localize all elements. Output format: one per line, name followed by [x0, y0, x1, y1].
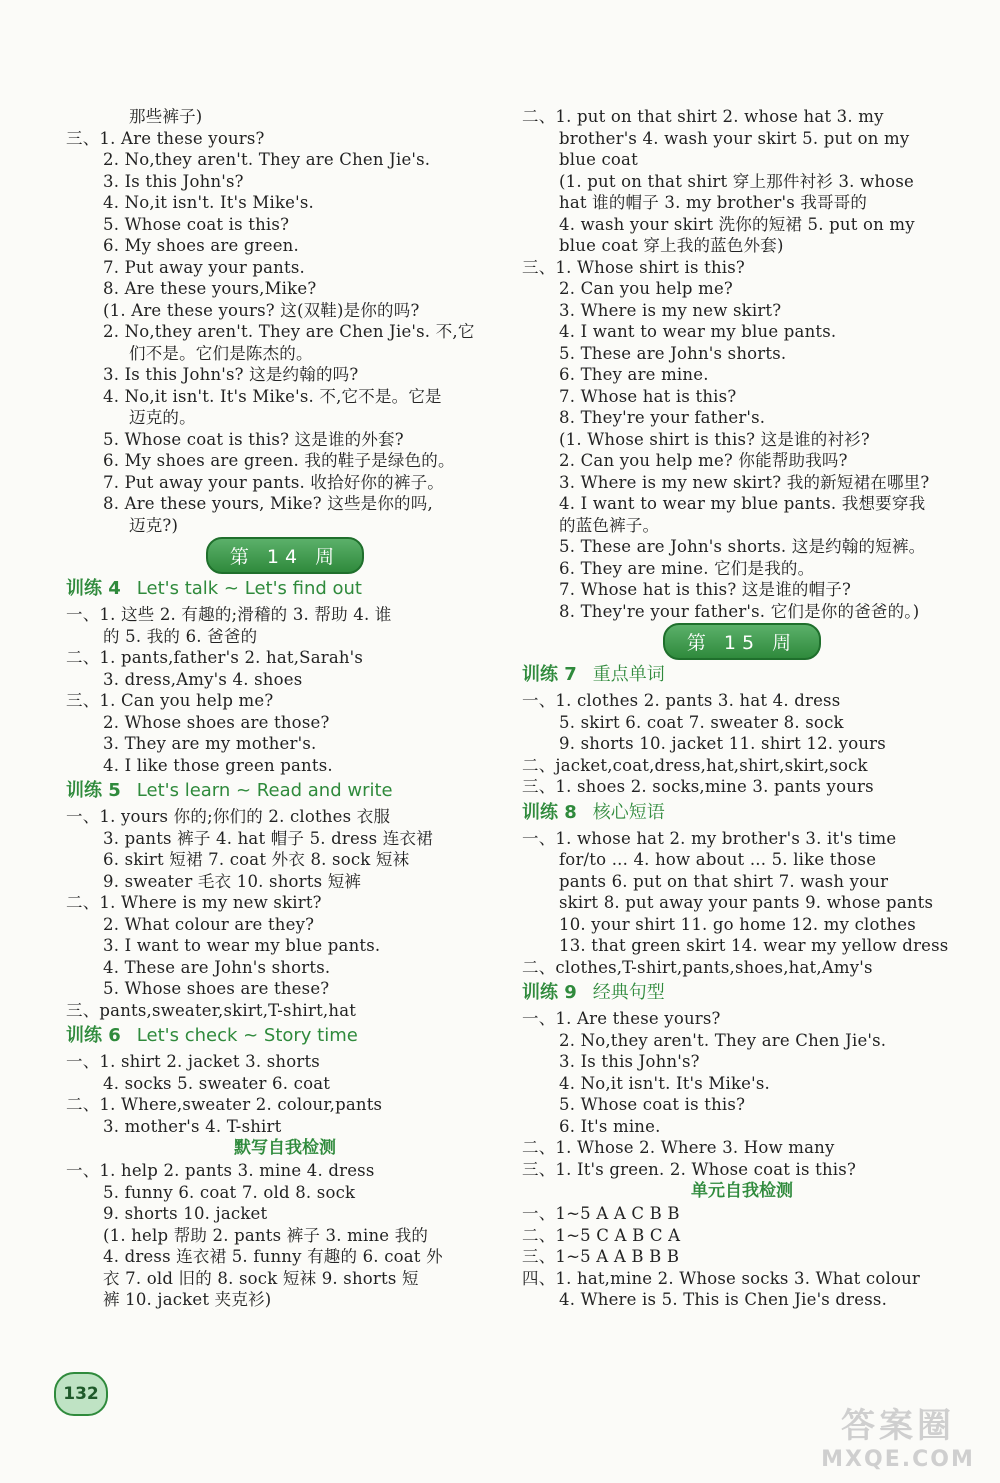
answer-line: 裤 10. jacket 夹克衫) — [103, 1290, 272, 1309]
page-number-badge — [54, 1372, 108, 1416]
section-title: Let's learn ~ Read and write — [136, 780, 393, 801]
answer-line: 2. Whose shoes are those? — [103, 712, 330, 732]
answer-line: 3. Is this John's? — [559, 1052, 700, 1071]
answer-line: 的蓝色裤子。 — [559, 515, 660, 535]
answer-line: 5. Whose coat is this? 这是谁的外套? — [103, 429, 404, 449]
section-title: Let's talk ~ Let's find out — [136, 578, 362, 599]
subsection-heading: 单元自我检测 — [691, 1181, 793, 1201]
answer-line: 13. that green skirt 14. wear my yellow dress — [559, 936, 949, 955]
answer-line: 二、clothes,T-shirt,pants,shoes,hat,Amy's — [522, 957, 873, 977]
answer-line: 们不是。它们是陈杰的。 — [129, 343, 313, 363]
answer-line: 10. your shirt 11. go home 12. my clothes — [559, 914, 916, 934]
answer-line: hat 谁的帽子 3. my brother's 我哥哥的 — [559, 193, 868, 212]
answer-line: 4. I want to wear my blue pants. 我想要穿我 — [559, 494, 926, 513]
answer-line: 3. I want to wear my blue pants. — [103, 936, 381, 955]
answer-line: brother's 4. wash your skirt 5. put on my — [559, 128, 910, 148]
section-heading — [522, 978, 962, 1008]
answer-line: 那些裤子) — [129, 107, 203, 126]
answer-line: 3. dress,Amy's 4. shoes — [103, 669, 303, 689]
answer-line: 二、1. Where is my new skirt? — [66, 893, 322, 912]
section-heading — [522, 660, 962, 690]
answer-line: 4. wash your skirt 洗你的短裙 5. put on my — [559, 214, 915, 234]
answer-line: 6. My shoes are green. — [103, 236, 299, 255]
answer-line: 4. I want to wear my blue pants. — [559, 322, 837, 341]
week-label: 第 15 周 — [663, 623, 821, 660]
answer-line: 3. pants 裤子 4. hat 帽子 5. dress 连衣裙 — [103, 828, 433, 848]
answer-line: 三、1~5 A A B B B — [522, 1247, 680, 1266]
answer-line: 4. dress 连衣裙 5. funny 有趣的 6. coat 外 — [103, 1247, 443, 1266]
answer-line: 3. Is this John's? — [103, 171, 244, 191]
answer-line: 一、1. help 2. pants 3. mine 4. dress — [66, 1161, 375, 1180]
answer-line: 4. These are John's shorts. — [103, 957, 331, 977]
answer-line: 5. Whose shoes are these? — [103, 979, 330, 998]
answer-line: 一、1. yours 你的;你们的 2. clothes 衣服 — [66, 807, 391, 826]
right-column — [522, 106, 962, 1311]
watermark-text-bottom: MXQE.COM — [821, 1447, 975, 1472]
answer-line: 2. Can you help me? 你能帮助我吗? — [559, 451, 848, 470]
answer-line: 3. Is this John's? 这是约翰的吗? — [103, 365, 359, 384]
left-column — [66, 106, 504, 1311]
answer-line: 二、1. put on that shirt 2. whose hat 3. my — [522, 107, 884, 126]
section-heading — [66, 776, 504, 806]
answer-line: 三、pants,sweater,skirt,T-shirt,hat — [66, 1000, 357, 1020]
answer-line: 四、1. hat,mine 2. Whose socks 3. What colour — [522, 1268, 921, 1288]
answer-line: 三、1. Whose shirt is this? — [522, 257, 745, 277]
answer-line: 6. They are mine. — [559, 365, 709, 384]
watermark-text-top: 答案圈 — [841, 1406, 955, 1446]
answer-line: 迈克?) — [129, 515, 179, 535]
answer-line: 三、1. shoes 2. socks,mine 3. pants yours — [522, 777, 874, 796]
answer-line: 8. They're your father's. — [559, 408, 766, 427]
section-title: Let's check ~ Story time — [136, 1025, 358, 1046]
answer-line: 一、1~5 A A C B B — [522, 1204, 680, 1223]
answer-line: 3. They are my mother's. — [103, 734, 317, 753]
answer-line: 9. sweater 毛衣 10. shorts 短裤 — [103, 871, 362, 891]
answer-line: 7. Put away your pants. 收拾好你的裤子。 — [103, 472, 444, 492]
answer-line: skirt 8. put away your pants 9. whose pants — [559, 893, 934, 912]
answer-line: 二、1. pants,father's 2. hat,Sarah's — [66, 648, 364, 667]
answer-line: 4. No,it isn't. It's Mike's. 不,它不是。它是 — [103, 386, 442, 406]
answer-line: 2. Can you help me? — [559, 279, 733, 298]
answer-line: 5. These are John's shorts. — [559, 343, 787, 363]
answer-line: 迈克的。 — [129, 408, 196, 427]
section-heading — [66, 1021, 504, 1051]
answer-line: 8. Are these yours,Mike? — [103, 279, 317, 298]
answer-line: 二、1. Where,sweater 2. colour,pants — [66, 1095, 383, 1114]
answer-line: 5. Whose coat is this? — [103, 214, 290, 234]
answer-line: 2. What colour are they? — [103, 914, 315, 934]
answer-line: 三、1. Are these yours? — [66, 128, 265, 148]
answer-line: 一、1. clothes 2. pants 3. hat 4. dress — [522, 691, 841, 710]
answer-line: 二、1. Whose 2. Where 3. How many — [522, 1138, 835, 1157]
week-banner — [522, 622, 962, 660]
answer-line: 8. Are these yours, Mike? 这些是你的吗, — [103, 494, 433, 513]
answer-line: 衣 7. old 旧的 8. sock 短袜 9. shorts 短 — [103, 1268, 419, 1288]
answer-line: 2. No,they aren't. They are Chen Jie's. — [559, 1030, 887, 1050]
answer-line: 2. No,they aren't. They are Chen Jie's. 不,它 — [103, 322, 475, 341]
answer-line: 5. Whose coat is this? — [559, 1095, 746, 1114]
answer-line: 4. socks 5. sweater 6. coat — [103, 1073, 331, 1093]
answer-line: 一、1. shirt 2. jacket 3. shorts — [66, 1052, 320, 1071]
answer-line: 4. Where is 5. This is Chen Jie's dress. — [559, 1290, 888, 1309]
answer-line: 一、1. Are these yours? — [522, 1009, 721, 1028]
answer-line: 的 5. 我的 6. 爸爸的 — [103, 626, 258, 646]
answer-line: 7. Put away your pants. — [103, 257, 305, 277]
section-number: 训练 9 — [522, 982, 577, 1003]
answer-line: 3. Where is my new skirt? — [559, 300, 782, 320]
answer-line: 3. Where is my new skirt? 我的新短裙在哪里? — [559, 472, 930, 492]
answer-line: 一、1. 这些 2. 有趣的;滑稽的 3. 帮助 4. 谁 — [66, 605, 392, 624]
answer-line: 6. skirt 短裙 7. coat 外衣 8. sock 短袜 — [103, 850, 410, 869]
answer-line: 7. Whose hat is this? 这是谁的帽子? — [559, 580, 852, 599]
answer-line: for/to ... 4. how about ... 5. like those — [559, 850, 877, 869]
answer-line: (1. put on that shirt 穿上那件衬衫 3. whose — [559, 171, 914, 191]
answer-line: 二、1~5 C A B C A — [522, 1225, 681, 1245]
answer-line: (1. help 帮助 2. pants 裤子 3. mine 我的 — [103, 1225, 429, 1245]
answer-line: 4. No,it isn't. It's Mike's. — [559, 1073, 770, 1093]
answer-line: 9. shorts 10. jacket 11. shirt 12. yours — [559, 734, 886, 753]
section-title: 重点单词 — [592, 664, 665, 685]
section-number: 训练 7 — [522, 664, 577, 685]
page-number: 132 — [63, 1384, 99, 1404]
answer-line: pants 6. put on that shirt 7. wash your — [559, 871, 889, 891]
answer-line: blue coat 穿上我的蓝色外套) — [559, 236, 784, 255]
answer-line: 6. My shoes are green. 我的鞋子是绿色的。 — [103, 451, 455, 470]
answer-line: 4. I like those green pants. — [103, 755, 333, 775]
answer-line: 5. These are John's shorts. 这是约翰的短裤。 — [559, 537, 926, 556]
answer-line: 5. funny 6. coat 7. old 8. sock — [103, 1182, 356, 1202]
answer-line: 三、1. Can you help me? — [66, 691, 274, 710]
section-number: 训练 6 — [66, 1025, 121, 1046]
section-number: 训练 4 — [66, 578, 121, 599]
answer-line: 9. shorts 10. jacket — [103, 1204, 268, 1223]
answer-line: blue coat — [559, 150, 638, 169]
section-heading — [522, 798, 962, 828]
answer-line: 3. mother's 4. T-shirt — [103, 1116, 282, 1136]
week-label: 第 14 周 — [206, 537, 364, 574]
answer-line: 5. skirt 6. coat 7. sweater 8. sock — [559, 712, 844, 732]
section-number: 训练 5 — [66, 780, 121, 801]
answer-line: (1. Are these yours? 这(双鞋)是你的吗? — [103, 300, 420, 320]
section-title: 经典句型 — [592, 982, 665, 1003]
answer-line: (1. Whose shirt is this? 这是谁的衬衫? — [559, 429, 870, 449]
section-title: 核心短语 — [592, 801, 665, 823]
answer-line: 三、1. It's green. 2. Whose coat is this? — [522, 1159, 856, 1179]
answer-line: 一、1. whose hat 2. my brother's 3. it's time — [522, 828, 897, 848]
answer-line: 8. They're your father's. 它们是你的爸爸的。) — [559, 601, 920, 621]
answer-line: 2. No,they aren't. They are Chen Jie's. — [103, 150, 431, 169]
answer-line: 二、jacket,coat,dress,hat,shirt,skirt,sock — [522, 755, 868, 775]
watermark-logo — [818, 1398, 978, 1474]
section-number: 训练 8 — [522, 801, 577, 823]
answer-line: 6. They are mine. 它们是我的。 — [559, 558, 815, 578]
answer-line: 6. It's mine. — [559, 1116, 661, 1136]
week-banner — [66, 536, 504, 574]
answer-line: 4. No,it isn't. It's Mike's. — [103, 193, 314, 212]
answer-line: 7. Whose hat is this? — [559, 386, 737, 406]
subsection-heading: 默写自我检测 — [234, 1138, 336, 1158]
section-heading — [66, 574, 504, 604]
